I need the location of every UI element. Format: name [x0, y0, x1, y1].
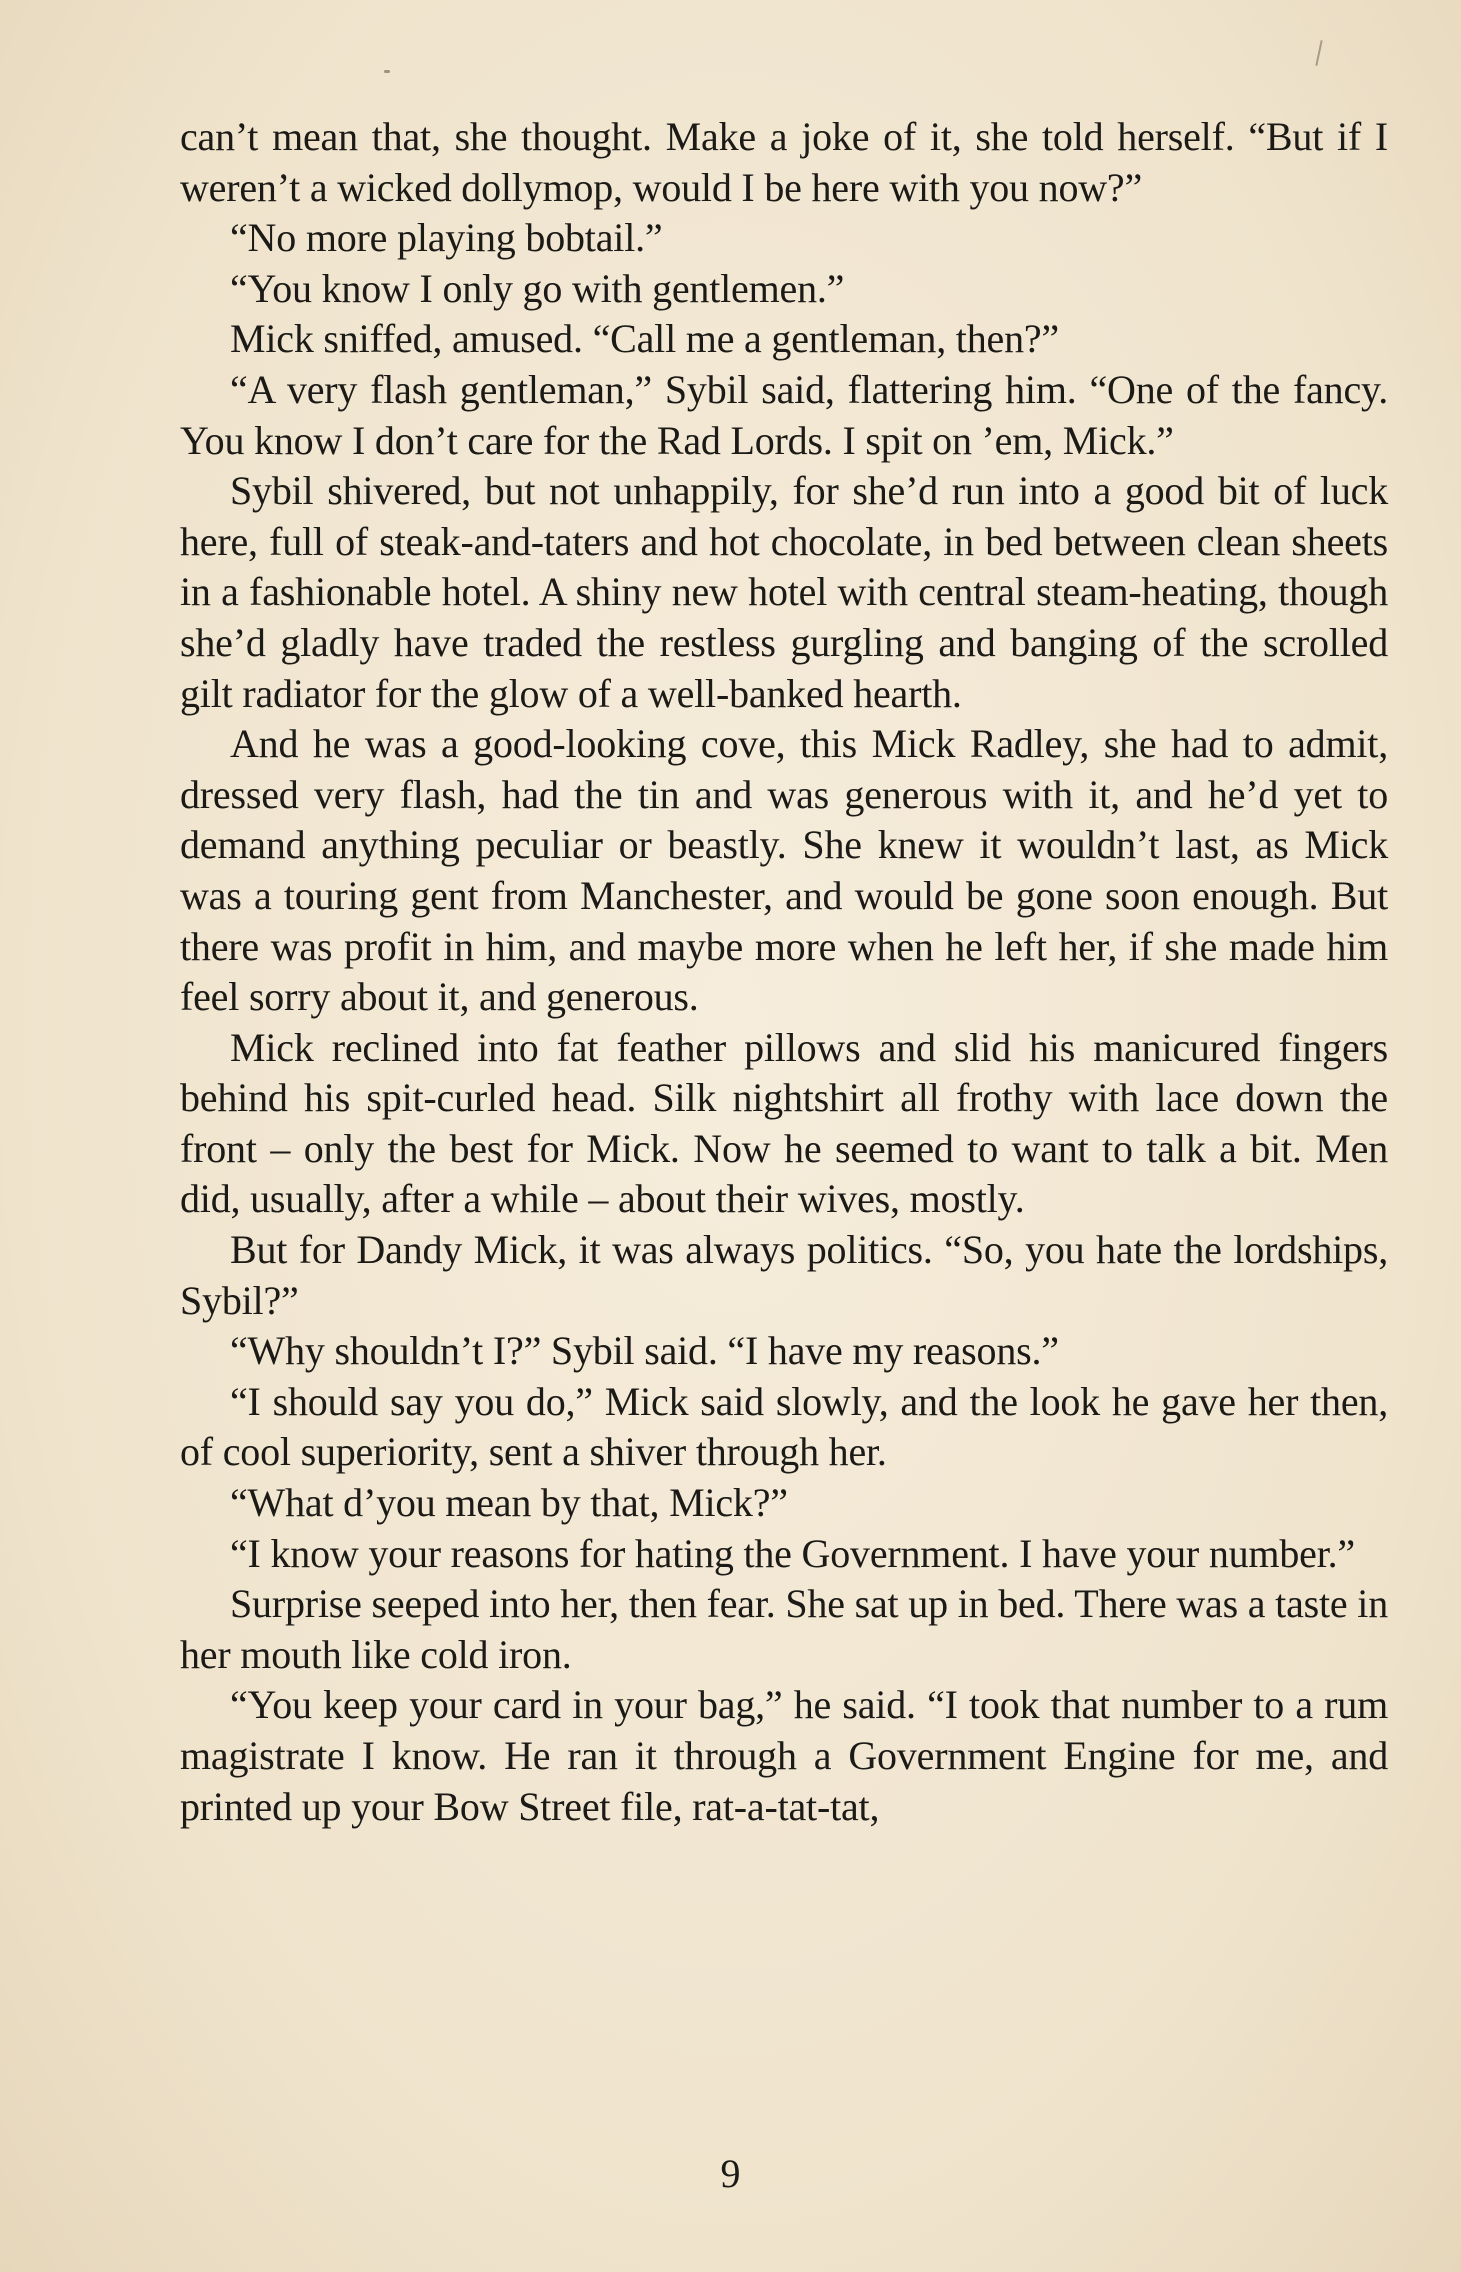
paragraph-5: “A very flash gentleman,” Sybil said, flattering him. “One of the fancy. You know I don’t care for the Rad Lords. I spit on ’em, Mick.”	[180, 366, 1388, 463]
paragraph-15: “You keep your card in your bag,” he said. “I took that number to a rum magistrate I know. He ran it through a Government Engine for me, and printed up your Bow Street file, rat-a-tat-tat,	[180, 1682, 1388, 1829]
paragraph-6: Sybil shivered, but not unhappily, for she’d run into a good bit of luck here, full of steak-and-taters and hot chocolate, in bed between clean sheets in a fashionable hotel. A shiny new hotel with central steam-heating, though she’d gladly have traded the restless gurgling and banging of the scrolled gilt radiator for the glow of a well-banked hearth.	[180, 468, 1388, 716]
paragraph-10: “Why shouldn’t I?” Sybil said. “I have my reasons.”	[230, 1328, 1059, 1374]
paper-speck	[384, 70, 390, 73]
paragraph-12: “What d’you mean by that, Mick?”	[230, 1480, 788, 1526]
paragraph-2: “No more playing bobtail.”	[230, 215, 663, 261]
page-number: 9	[720, 2151, 741, 2196]
paragraph-3: “You know I only go with gentlemen.”	[230, 265, 845, 311]
paragraph-9: But for Dandy Mick, it was always politics. “So, you hate the lordships, Sybil?”	[180, 1227, 1388, 1323]
paragraph-7: And he was a good-looking cove, this Mick Radley, she had to admit, dressed very flash, had the tin and was generous with it, and he’d yet to demand anything peculiar or beastly. She knew it wouldn’t last, as Mick was a touring gent from Manchester, and would be gone soon enough. But there was profit in him, and maybe more when he left her, if she made him feel sorry about it, and generous.	[180, 721, 1388, 1020]
paragraph-13: “I know your reasons for hating the Government. I have your number.”	[230, 1530, 1355, 1576]
paragraph-1: can’t mean that, she thought. Make a joke of it, she told herself. “But if I weren’t a wicked dollymop, would I be here with you now?”	[180, 114, 1388, 210]
paragraph-8: Mick reclined into fat feather pillows and slid his manicured fingers behind his spit-curled head. Silk nightshirt all frothy with lace down the front – only the best for Mick. Now he seemed to want to talk a bit. Men did, usually, after a while – about their wives, mostly.	[180, 1024, 1388, 1222]
paragraph-11: “I should say you do,” Mick said slowly, and the look he gave her then, of cool superiority, sent a shiver through her.	[180, 1378, 1388, 1475]
page-body	[180, 112, 1388, 1832]
paragraph-14: Surprise seeped into her, then fear. She sat up in bed. There was a taste in her mouth like cold iron.	[180, 1581, 1388, 1677]
paragraph-4: Mick sniffed, amused. “Call me a gentleman, then?”	[230, 316, 1059, 362]
paper-edge-mark	[1315, 40, 1322, 66]
